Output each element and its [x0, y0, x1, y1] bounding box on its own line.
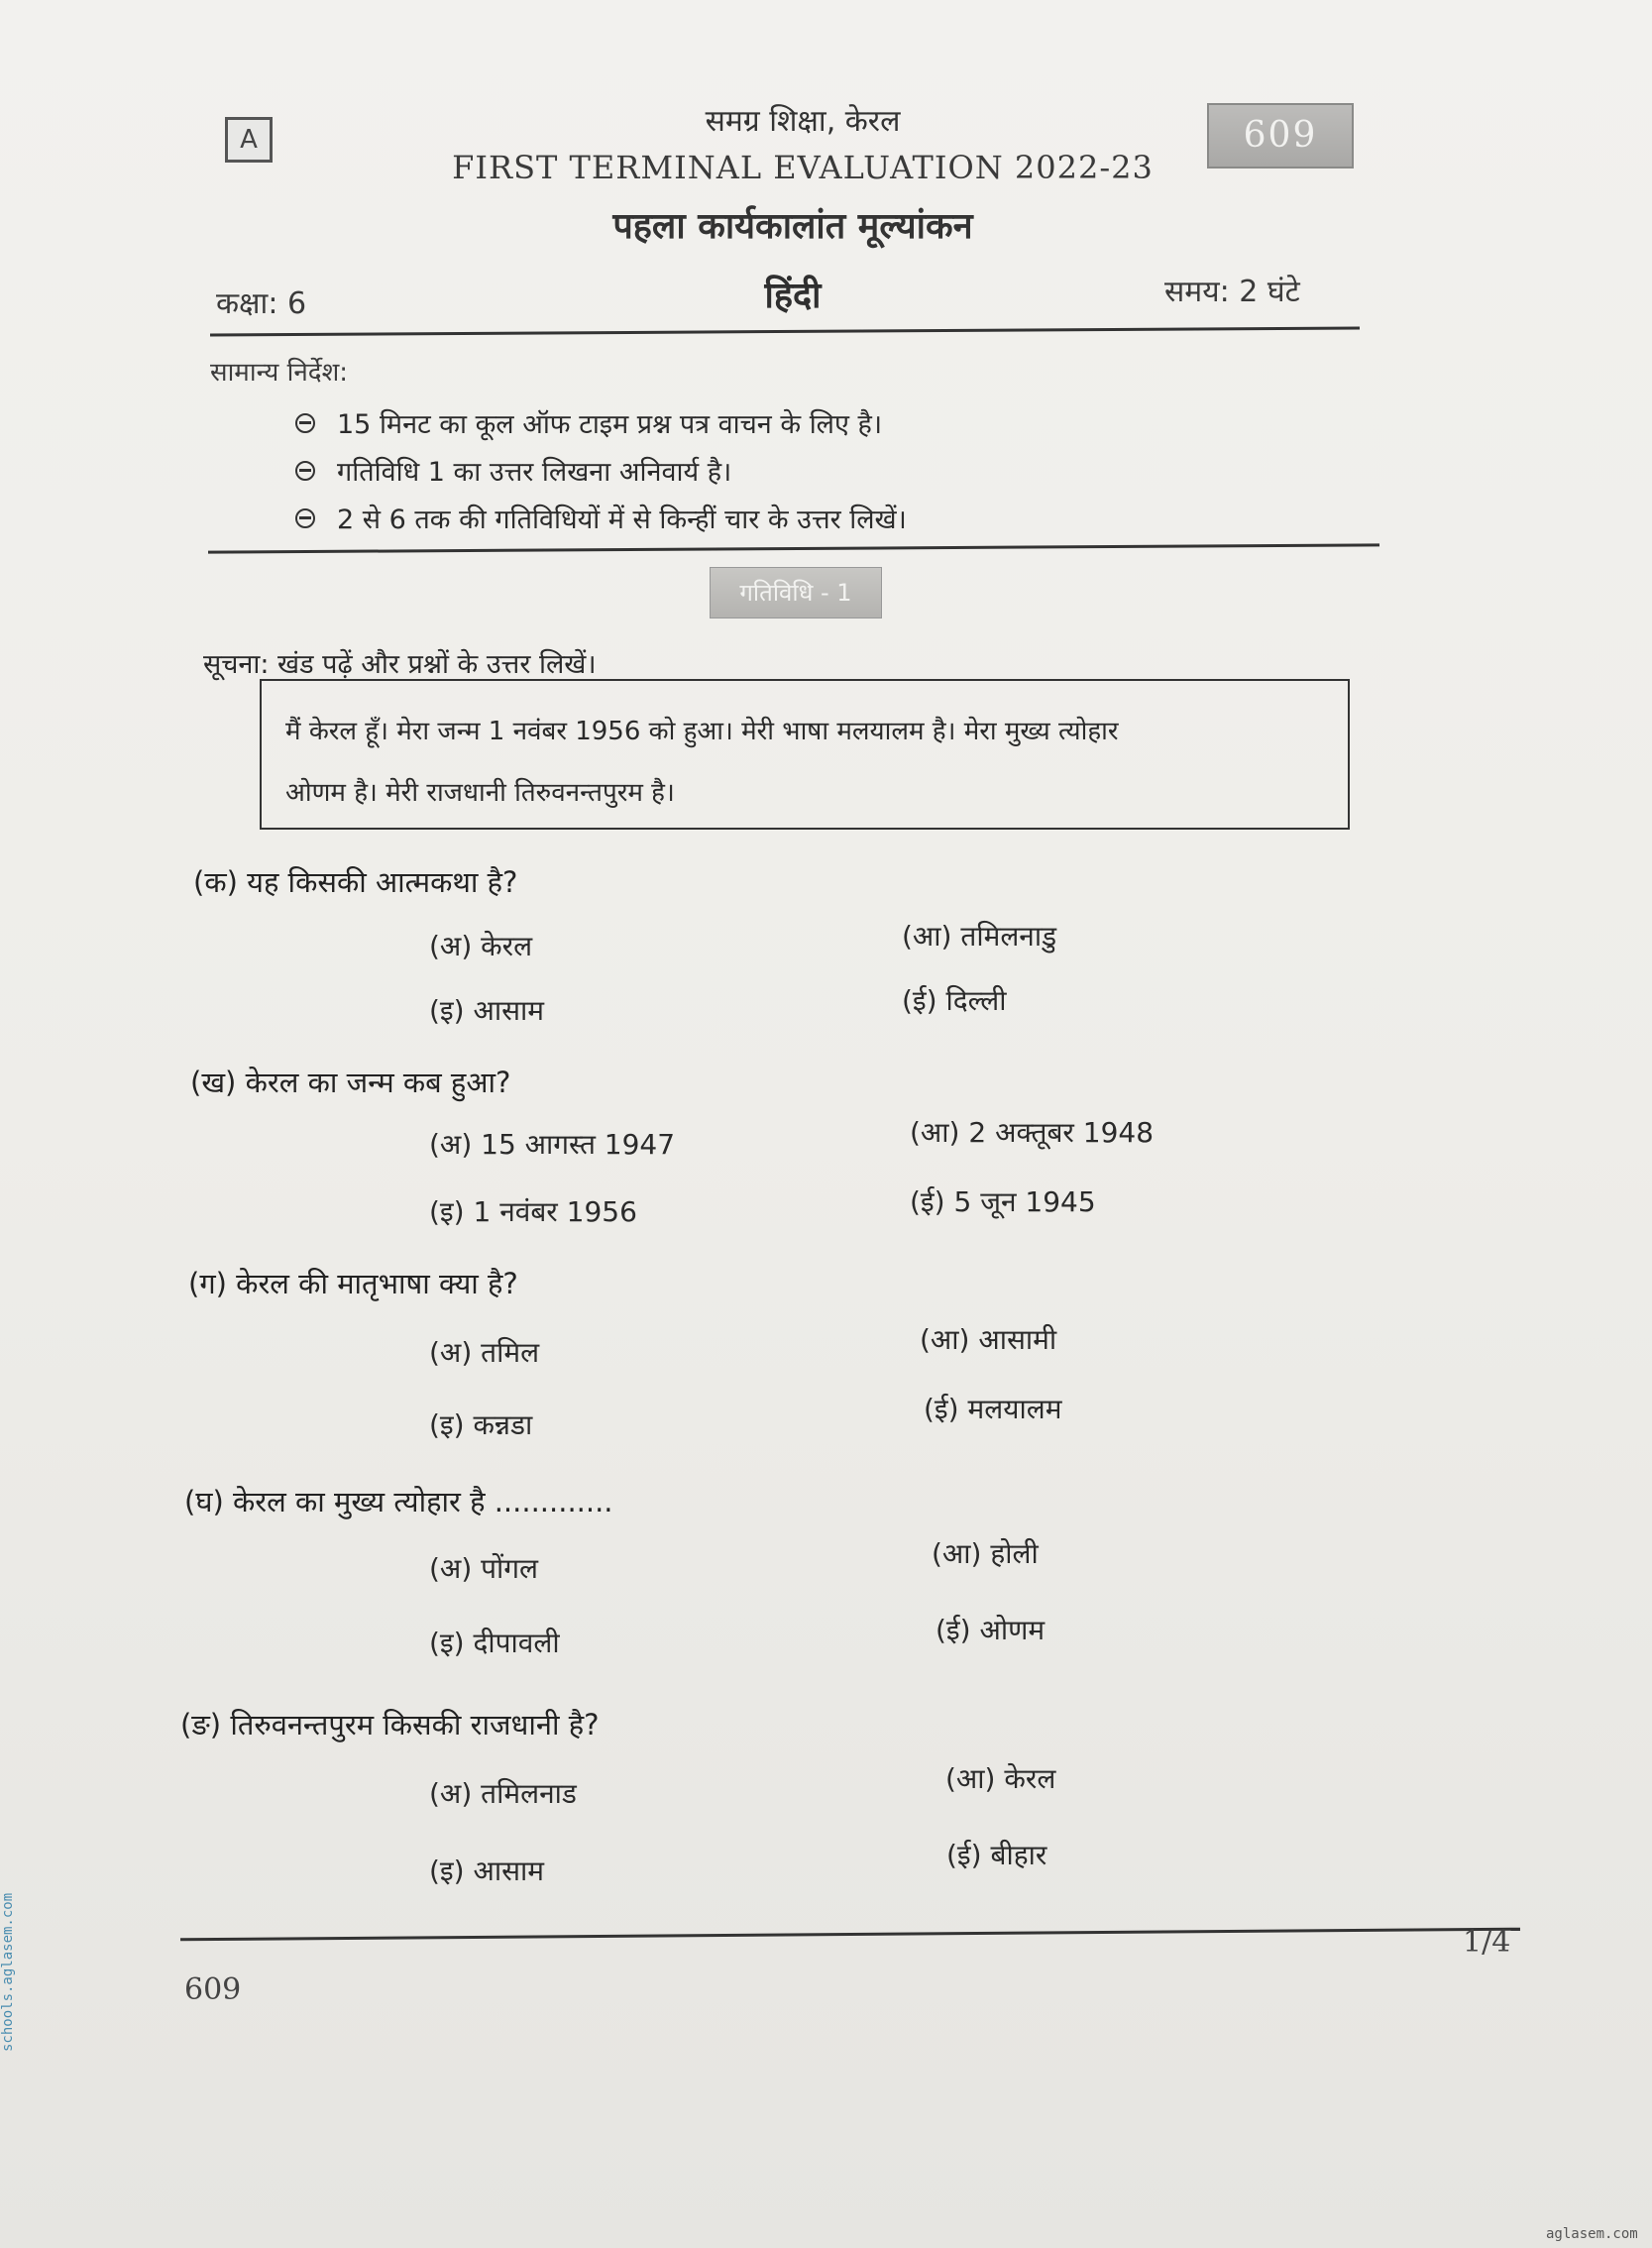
page-number: 1/4: [1463, 1925, 1511, 1960]
class-label: कक्षा: 6: [216, 286, 307, 321]
option: (ई) दिल्ली: [902, 984, 1007, 1017]
side-watermark: schools.aglasem.com: [0, 1892, 16, 2052]
option: (इ) दीपावली: [429, 1627, 560, 1659]
option: (ई) ओणम: [936, 1614, 1046, 1646]
question: (ग) केरल की मातृभाषा क्या है?: [188, 1267, 518, 1300]
option: (ई) मलयालम: [924, 1393, 1062, 1425]
question: (ङ) तिरुवनन्तपुरम किसकी राजधानी है?: [180, 1708, 600, 1742]
instruction-text: 15 मिनट का कूल ऑफ टाइम प्रश्न पत्र वाचन के लिए है।: [337, 409, 883, 440]
corner-watermark: aglasem.com: [1546, 2226, 1638, 2242]
instruction-text: गतिविधि 1 का उत्तर लिखना अनिवार्य है।: [337, 457, 732, 488]
passage-box: [260, 679, 1350, 830]
option: (इ) कन्नडा: [429, 1408, 533, 1441]
question: (ख) केरल का जन्म कब हुआ?: [190, 1066, 511, 1099]
option: (इ) 1 नवंबर 1956: [429, 1195, 637, 1228]
activity-badge: गतिविधि - 1: [710, 567, 882, 618]
option: (आ) 2 अक्तूबर 1948: [910, 1116, 1155, 1149]
question: (क) यह किसकी आत्मकथा है?: [193, 865, 518, 899]
option: (अ) पोंगल: [429, 1552, 539, 1585]
paper-code-box: 609: [1207, 103, 1354, 169]
option: (आ) तमिलनाडु: [902, 920, 1057, 953]
passage-line: मैं केरल हूँ। मेरा जन्म 1 नवंबर 1956 को हुआ। मेरी भाषा मलयालम है। मेरा मुख्य त्योहार: [285, 717, 1119, 746]
option: (आ) केरल: [945, 1762, 1056, 1795]
option: (इ) आसाम: [429, 1855, 545, 1887]
option: (ई) बीहार: [946, 1839, 1047, 1871]
option: (अ) 15 आगस्त 1947: [429, 1128, 676, 1161]
exam-title-english: FIRST TERMINAL EVALUATION 2022-23: [452, 149, 1154, 186]
time-label: समय: 2 घंटे: [1164, 275, 1300, 309]
exam-title-hindi: पहला कार्यकालांत मूल्यांकन: [612, 206, 973, 247]
passage-line: ओणम है। मेरी राजधानी तिरुवनन्तपुरम है।: [285, 778, 675, 808]
option: (इ) आसाम: [429, 994, 545, 1027]
option: (अ) तमिल: [429, 1336, 540, 1369]
activity-note: सूचना: खंड पढ़ें और प्रश्नों के उत्तर लिखें।: [203, 649, 597, 680]
instruction-item: [295, 404, 882, 441]
option: (अ) तमिलनाड: [429, 1777, 577, 1810]
bullet-icon: [295, 508, 315, 528]
option: (आ) आसामी: [920, 1323, 1057, 1356]
instructions-divider: [208, 543, 1379, 553]
footer-divider: [180, 1928, 1520, 1942]
set-label-box: A: [225, 117, 273, 163]
bullet-icon: [295, 413, 315, 433]
option: (अ) केरल: [429, 930, 533, 962]
option: (ई) 5 जून 1945: [910, 1185, 1096, 1218]
instructions-title: सामान्य निर्देश:: [210, 358, 349, 388]
bullet-icon: [295, 461, 315, 481]
instruction-item: [295, 452, 731, 489]
subject-title: हिंदी: [764, 276, 822, 316]
instruction-text: 2 से 6 तक की गतिविधियों में से किन्हीं चार के उत्तर लिखें।: [337, 505, 907, 535]
footer-paper-code: 609: [184, 1972, 242, 2007]
instruction-item: [295, 500, 907, 536]
option: (आ) होली: [932, 1537, 1039, 1570]
organisation-name: समग्र शिक्षा, केरल: [705, 104, 901, 139]
header-divider: [210, 326, 1360, 336]
question: (घ) केरल का मुख्य त्योहार है .............: [184, 1485, 613, 1518]
